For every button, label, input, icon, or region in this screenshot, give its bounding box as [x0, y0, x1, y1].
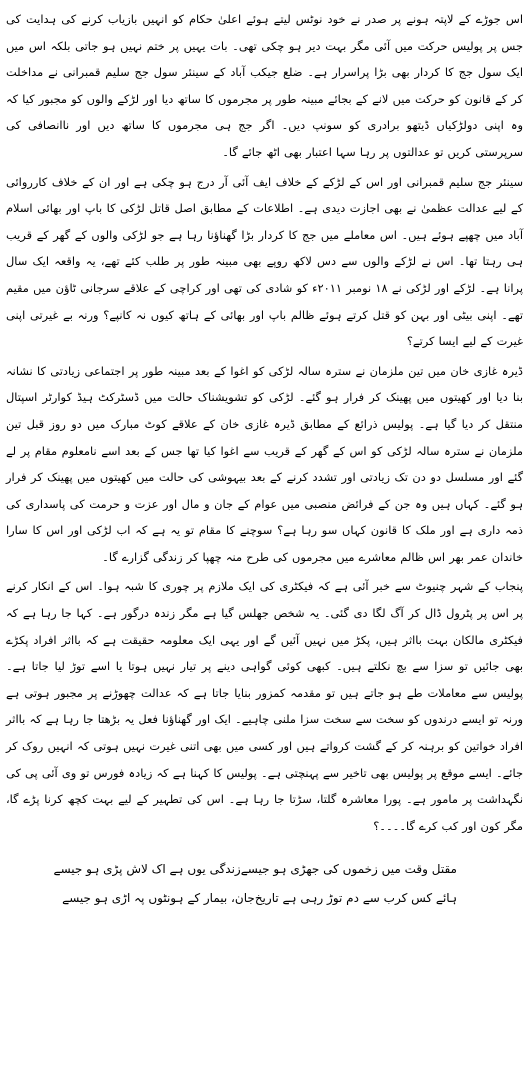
poem-verse: جان، بیمار کے ہونٹوں پہ اڑی ہو جیسے [62, 891, 255, 906]
article-paragraph: سینئر جج سلیم قمبرانی اور اس کے لڑکے کے خلاف ایف آئی آر درج ہو چکی ہے اور ان کے خلاف کارروائی کے لیے عدالت عظمیٰ نے بھی اجازت دیدی ہے۔ اطلاعات کے مطابق اصل قاتل لڑکی کا باپ اور بھائی اسلام آباد میں چھپے ہوئے ہیں۔ اس معاملے میں جج کا کردار بڑا گھناؤنا رہا ہے جو لڑکی والوں کے گھر کے قریب ہی رہتا تھا۔ اس نے لڑکے والوں سے دس لاکھ روپے بھی مبینہ طور پر طلب کئے تھے، یہ واقعہ ایک سال پرانا ہے۔ لڑکے اور لڑکی نے ۱۸ نومبر ۲۰۱۱ء کو شادی کی تھی اور کراچی کے علاقے سرجانی ٹاؤن میں مقیم تھے۔ اپنی بیٹی اور بہن کو قتل کرتے ہوئے ظالم باپ اور بھائی کے ہاتھ کیوں نہ کانپے؟ ورنہ بے غیرتی اپنی غیرت کے لیے ایسا کرتے؟ [6, 174, 523, 349]
poem-verse: ہائے کس کرب سے دم توڑ رہی ہے تاریخ [254, 891, 457, 906]
article-paragraph: پنجاب کے شہر چنیوٹ سے خبر آئی ہے کہ فیکٹری کی ایک ملازم پر چوری کا شبہ ہوا۔ اس کے انکار کرنے پر اس پر پٹرول ڈال کر آگ لگا دی گئی۔ یہ شخص جھلس گیا ہے مگر زندہ درگور ہے۔ کہا جا رہا ہے کہ فیکٹری مالکان بہت بااثر ہیں، پکڑ میں نہیں آئیں گے اور یہی ایک معلومہ حقیقت ہے کہ بااثر افراد پکڑے بھی جائیں تو سزا سے بچ نکلتے ہیں۔ کبھی کوئی گواہی دینے پر تیار نہیں ہوتا یا اسے توڑ لیا جاتا ہے۔ پولیس سے معاملات طے ہو جاتے ہیں تو مقدمہ کمزور بنایا جاتا ہے کہ عدالت چھوڑنے پر مجبور ہوتی ہے ورنہ تو ایسے درندوں کو سخت سے سخت سزا ملنی چاہیے۔ ایک اور گھناؤنا فعل یہ بڑھتا جا رہا ہے کہ بااثر افراد خواتین کو برہنہ کر کے گشت کرواتے ہیں اور کسی میں بھی اتنی غیرت نہیں ہوتی کہ انہیں روک کر جائے۔ ایسے موقع پر پولیس بھی تاخیر سے پہنچتی ہے۔ پولیس کا کہنا ہے کہ زیادہ فورس تو وی آئی پی کی نگہداشت پر مامور ہے۔ پورا معاشرہ گلتا، سڑتا جا رہا ہے۔ اس کی تطہیر کے لیے بہت کچھ کرنا پڑے گا، مگر کون اور کب کرے گا۔۔۔۔؟ [6, 579, 523, 833]
poem-couplet [6, 855, 523, 884]
poem-couplets [6, 855, 523, 913]
poem-verse: مقتل وقت میں زخموں کی جھڑی ہو جیسے [240, 862, 457, 877]
article-paragraph: اس جوڑے کے لاپتہ ہونے پر صدر نے خود نوٹس لیتے ہوئے اعلیٰ حکام کو انہیں بازیاب کرنے کی ہدایت کی جس پر پولیس حرکت میں آئی مگر بہت دیر ہو چکی تھی۔ بات یہیں پر ختم نہیں ہو جاتی بلکہ اس میں ایک سول جج کا کردار بھی بڑا پراسرار ہے۔ ضلع جیکب آباد کے سینئر سول جج سلیم قمبرانی نے مداخلت کر کے قانون کو حرکت میں لانے کے بجائے مبینہ طور پر مجرموں کا ساتھ دیا اور لڑکے والوں کو مجبور کیا کہ وہ اپنی دولڑکیاں ڈیتھو برادری کو سونپ دیں۔ اگر جج ہی مجرموں کا ساتھ دیں اور ناانصافی کی سرپرستی کریں تو عدالتوں پر رہا سہا اعتبار بھی اٹھ جائے گا۔ [6, 12, 523, 159]
poem-verse: زندگی یوں ہے اک لاش پڑی ہو جیسے [53, 862, 241, 877]
article-paragraph: ڈیرہ غازی خان میں تین ملزمان نے سترہ سالہ لڑکی کو اغوا کے بعد مبینہ طور پر اجتماعی زیادتی کا نشانہ بنا دیا اور کھیتوں میں پھینک کر فرار ہو گئے۔ لڑکی کو تشویشناک حالت میں ڈسٹرکٹ ہیڈ کوارٹر اسپتال منتقل کر دیا گیا ہے۔ پولیس ذرائع کے مطابق ڈیرہ غازی خان کے علاقے کوٹ مبارک میں دو روز قبل تین ملزمان نے سترہ سالہ لڑکی کو اس کے گھر کے قریب سے اغوا کیا تھا جس کے بعد اسے نامعلوم مقام پر لے گئے اور مسلسل دو دن تک زیادتی اور تشدد کرنے کے بعد بیہوشی کی حالت میں کھیتوں میں پھینک کر فرار ہو گئے۔ کہاں ہیں وہ جن کے فرائض منصبی میں عوام کے جان و مال اور عزت و حرمت کی پاسداری کی ذمہ داری ہے اور ملک کا قانون کہاں سو رہا ہے؟ سوچنے کا مقام تو یہ ہے کہ اب لڑکی اور اس کا سارا خاندان عمر بھر اس ظالم معاشرے میں مجرموں کی طرح منہ چھپا کر زندگی گزارے گا۔ [6, 363, 523, 564]
poem-couplet [6, 884, 523, 913]
